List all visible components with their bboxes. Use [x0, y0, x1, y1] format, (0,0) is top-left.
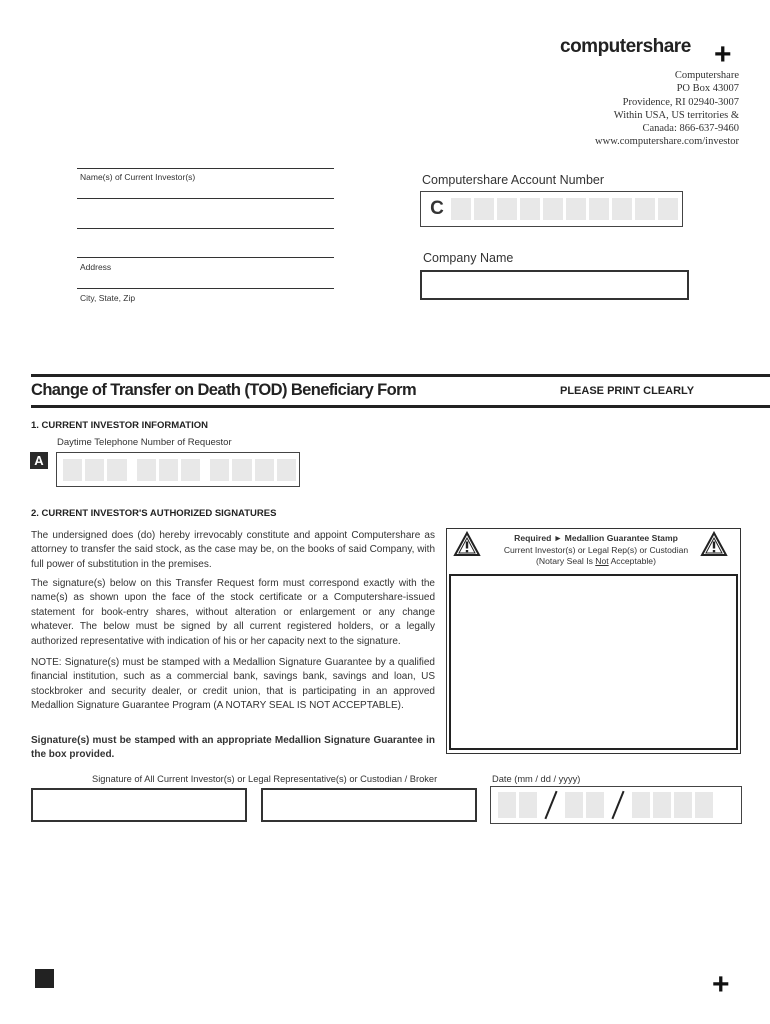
medallion-bold-note: Signature(s) must be stamped with an appropriate Medallion Signature Guarantee in the box provided. — [31, 735, 435, 761]
stamp-notary-line — [490, 556, 702, 568]
account-digit-cell[interactable] — [566, 198, 586, 220]
phone-digit-cell[interactable] — [181, 459, 200, 481]
form-title: Change of Transfer on Death (TOD) Beneficiary Form — [31, 381, 417, 399]
date-separator-slash — [540, 792, 562, 818]
stamp-instructions — [490, 533, 702, 568]
phone-digit-cell[interactable] — [232, 459, 251, 481]
plus-icon: + — [712, 968, 730, 1001]
stamp-notary-text-end: Acceptable) — [608, 556, 656, 566]
names-field-top-rule — [77, 168, 334, 169]
phone-digit-cell[interactable] — [159, 459, 178, 481]
signature-field-1[interactable] — [31, 788, 247, 822]
date-day-cell[interactable] — [565, 792, 583, 818]
account-digit-cell[interactable] — [520, 198, 540, 220]
account-prefix: C — [430, 198, 444, 219]
account-digit-cell[interactable] — [497, 198, 517, 220]
section-a-badge: A — [30, 452, 48, 469]
address-field-line[interactable] — [77, 257, 334, 258]
address-line: Computershare — [674, 70, 739, 81]
stamp-required-text: Required — [514, 533, 552, 543]
phone-digit-cell[interactable] — [85, 459, 104, 481]
phone-digit-cell[interactable] — [107, 459, 126, 481]
date-label: Date (mm / dd / yyyy) — [492, 774, 581, 784]
date-year-cell[interactable] — [674, 792, 692, 818]
attorney-paragraph: The undersigned does (do) hereby irrevocably constitute and appoint Computershare as attorney to transfer the said stock, as the case may be, on the books of said Company, with full power of substitution in the premises. — [31, 530, 435, 570]
company-name-field[interactable] — [420, 270, 689, 300]
date-separator-slash — [607, 792, 629, 818]
company-name-label: Company Name — [423, 251, 514, 265]
phone-digit-cell[interactable] — [255, 459, 274, 481]
signature-label: Signature of All Current Investor(s) or Legal Representative(s) or Custodian / Broker — [92, 774, 438, 784]
account-number-field[interactable] — [420, 191, 683, 227]
account-digit-cell[interactable] — [612, 198, 632, 220]
account-digit-cell[interactable] — [474, 198, 494, 220]
address-line: Canada: 866-637-9460 — [642, 123, 739, 135]
names-field-line-2[interactable] — [77, 228, 334, 229]
account-digit-cell[interactable] — [658, 198, 678, 220]
names-label: Name(s) of Current Investor(s) — [80, 172, 196, 182]
plus-icon: + — [714, 38, 732, 71]
date-year-cell[interactable] — [632, 792, 650, 818]
phone-label: Daytime Telephone Number of Requestor — [57, 437, 232, 448]
city-field-line[interactable] — [77, 288, 334, 289]
section-2-heading: 2. CURRENT INVESTOR'S AUTHORIZED SIGNATURES — [31, 508, 277, 519]
date-year-cell[interactable] — [653, 792, 671, 818]
phone-digit-cell[interactable] — [277, 459, 296, 481]
stamp-notary-not: Not — [595, 556, 609, 566]
print-clearly-notice: PLEASE PRINT CLEARLY — [560, 385, 695, 397]
date-day-cell[interactable] — [586, 792, 604, 818]
stamp-medallion-text: Medallion Guarantee Stamp — [564, 533, 678, 543]
account-digit-cell[interactable] — [451, 198, 471, 220]
arrow-right-icon: ► — [553, 533, 563, 543]
account-number-label: Computershare Account Number — [422, 173, 605, 187]
warning-icon — [700, 531, 728, 557]
date-field[interactable] — [490, 786, 742, 824]
address-line: PO Box 43007 — [676, 83, 739, 95]
signature-field-2[interactable] — [261, 788, 477, 822]
address-label: Address — [80, 262, 112, 272]
account-digit-cell[interactable] — [589, 198, 609, 220]
date-month-cell[interactable] — [498, 792, 516, 818]
phone-digit-cell[interactable] — [63, 459, 82, 481]
section-1-heading: 1. CURRENT INVESTOR INFORMATION — [31, 420, 208, 431]
mailing-address — [595, 69, 739, 149]
stamp-required-line — [490, 533, 702, 545]
phone-number-field[interactable] — [56, 452, 300, 487]
phone-digit-cell[interactable] — [137, 459, 156, 481]
account-digit-cell[interactable] — [635, 198, 655, 220]
stamp-notary-text: (Notary Seal Is — [536, 556, 596, 566]
address-line: www.computershare.com/investor — [595, 136, 739, 148]
city-state-zip-label: City, State, Zip — [80, 293, 136, 303]
stamp-holders-line: Current Investor(s) or Legal Rep(s) or Custodian — [503, 544, 689, 555]
warning-icon — [453, 531, 481, 557]
computershare-logo — [560, 36, 691, 58]
address-line: Providence, RI 02940-3007 — [622, 96, 739, 108]
phone-digit-cell[interactable] — [210, 459, 229, 481]
registration-square-mark — [35, 969, 54, 988]
names-field-line-1[interactable] — [77, 198, 334, 199]
medallion-note-paragraph: NOTE: Signature(s) must be stamped with a Medallion Signature Guarantee by a qualified financial institution, such as a commercial bank, savings bank, savings and loan, US stockbroker and security dealer, or credit union, that is participating in an approved Medallion Signature Guarantee Program (A NOTARY SEAL IS NOT ACCEPTABLE). — [31, 657, 435, 712]
account-digit-cell[interactable] — [543, 198, 563, 220]
logo-text: computershare — [560, 36, 691, 57]
medallion-stamp-area[interactable] — [449, 574, 738, 750]
address-line: Within USA, US territories & — [613, 109, 739, 121]
signature-match-paragraph: The signature(s) below on this Transfer Request form must correspond exactly with the name(s) as shown upon the face of the stock certificate or a Computershare-issued statement for book-entry shares, without alteration or enlargement or any change whatever. The below must be signed by all current registered holders, or a legally authorized representative with indication of his or her capacity next to the signature. — [31, 578, 435, 647]
date-year-cell[interactable] — [695, 792, 713, 818]
date-month-cell[interactable] — [519, 792, 537, 818]
